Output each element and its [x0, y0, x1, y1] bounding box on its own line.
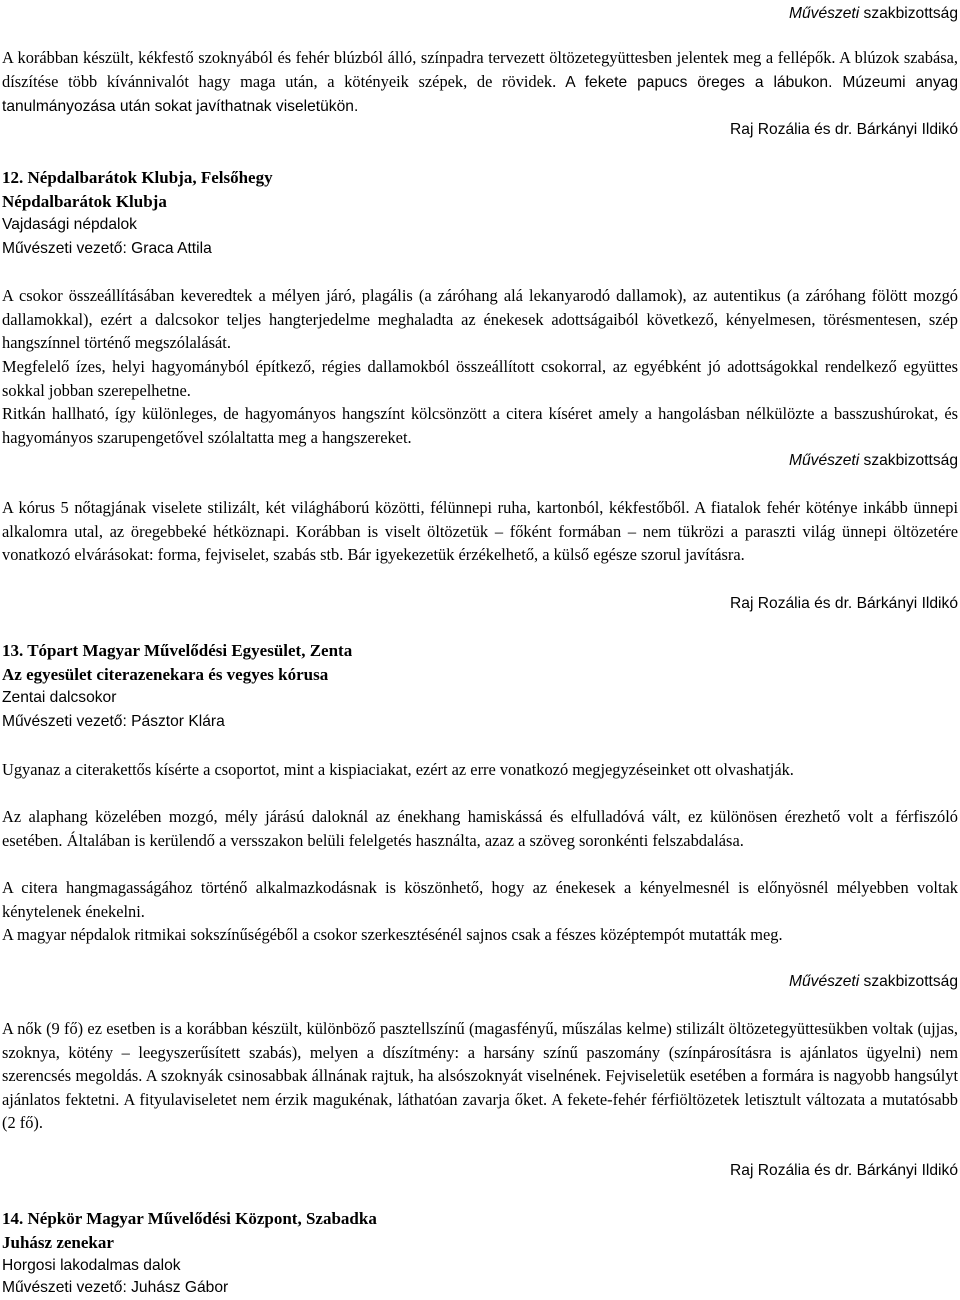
entry-13-group: Az egyesület citerazenekara és vegyes kórusa	[2, 665, 329, 684]
entry-14-title: 14. Népkör Magyar Művelődési Központ, Szabadka	[2, 1209, 377, 1228]
entry-12-music-1: A csokor összeállításában keveredtek a mélyen járó, plagális (a záróhang alá lekanyarodó dallamok), az autentikus (a záróhang fölött mozgó dallamokkal), ezért a dalcsokor teljes hangterjedelme meghaladta az énekesek adottságaiból következő, kényelmesen, törésmentesen, szép hangszínnel történő megszólalását.	[2, 286, 958, 353]
entry-13-music-4: A magyar népdalok ritmikai sokszínűségéből a csokor szerkesztésénél sajnos csak a fészes középtempót mutatták meg.	[2, 925, 783, 944]
committee-header-rest: szakbizottság	[859, 5, 958, 22]
entry-13-music-1: Ugyanaz a citerakettős kísérte a csoportot, mint a kispiaciakat, ezért az erre vonatkozó megjegyzéseinket ott olvashatják.	[2, 760, 794, 779]
intro-signature: Raj Rozália és dr. Bárkányi Ildikó	[730, 121, 958, 138]
entry-13-program: Zentai dalcsokor	[2, 689, 117, 706]
entry-14-director: Művészeti vezető: Juhász Gábor	[2, 1279, 229, 1296]
committee-header-italic: Művészeti	[788, 5, 860, 22]
entry-14-group: Juhász zenekar	[2, 1233, 114, 1252]
entry-12-signature: Raj Rozália és dr. Bárkányi Ildikó	[730, 595, 958, 612]
entry-13-director: Művészeti vezető: Pásztor Klára	[2, 713, 225, 730]
entry-13-committee	[789, 970, 958, 994]
entry-13-committee-italic: Művészeti	[788, 973, 860, 990]
committee-header	[789, 2, 958, 26]
entry-13-signature: Raj Rozália és dr. Bárkányi Ildikó	[730, 1162, 958, 1179]
entry-13-title: 13. Tópart Magyar Művelődési Egyesület, Zenta	[2, 641, 353, 660]
entry-13-music-3: A citera hangmagasságához történő alkalmazkodásnak is köszönhető, hogy az énekesek a kényelmesnél is előnyösnél mélyebben voltak kénytelenek énekelni.	[2, 878, 958, 921]
entry-12-group: Népdalbarátok Klubja	[2, 192, 167, 211]
intro-text-sans: A fekete papucs öreges a lábukon. Múzeumi anyag tanulmányozása után sokat javíthatnak viseletükön.	[2, 73, 958, 116]
entry-13-costume: A nők (9 fő) ez esetben is a korábban készült, különböző pasztellszínű (magasfényű, műszálas kelme) stilizált öltözetegyüttesükben voltak (ujjas, szoknya, kötény – leegyszerűsített szabás), melyen a díszítmény: a harsány színű paszomány (színpárosításra is ajánlatos ügyelni) nem szerencsés megoldás. A szoknyák csinosabbak állnának rajtuk, ha alsószoknyát viselnének. Fejviseletük esetében a formára is nagyobb hangsúlyt ajánlatos fektetni. A fityulaviseletet nem érzik magukénak, láthatóan zavarja őket. A fekete-fehér férfiöltözetek letisztult változata a mutatósabb (2 fő).	[2, 1019, 958, 1133]
entry-12-music-2: Megfelelő ízes, helyi hagyományból építkező, régies dallamokból összeállított csokorral, az egyébként jó adottságokkal rendelkező együttes sokkal jobban szerepelhetne.	[2, 357, 958, 400]
entry-12-committee-rest: szakbizottság	[859, 452, 958, 469]
intro-text-serif: A korábban készült, kékfestő szoknyából és fehér blúzból álló, színpadra tervezett öltözetegyüttesben jelentek meg a fellépők. A blúzok szabása, díszítése több kívánnivalót hagy maga után, a kötényeik szépek, de rövidek.	[2, 48, 958, 91]
entry-12-program: Vajdasági népdalok	[2, 216, 137, 233]
entry-12-title: 12. Népdalbarátok Klubja, Felsőhegy	[2, 168, 273, 187]
entry-12-costume: A kórus 5 nőtagjának viselete stilizált, két világháború közötti, félünnepi ruha, kartonból, kékfestőből. A fiatalok fehér kötényе inkább ünnepi alkalomra utal, az öregebbeké hétköznapi. Korábban is viselt öltözetük – főként formában – nem tükrözi a paraszti világ ünnepi öltözetére vonatkozó elvárásokat: forma, fejviselet, szabás stb. Bár igyekezetük érzékelhető, a külső egésze szorul javításra.	[2, 498, 958, 565]
entry-14-program: Horgosi lakodalmas dalok	[2, 1257, 181, 1274]
entry-12-committee-italic: Művészeti	[788, 452, 860, 469]
entry-12-music-3: Ritkán hallható, így különleges, de hagyományos hangszínt kölcsönzött a citera kíséret amely a hangolásban nélkülözte a basszushúrokat, és hagyományos szarupengetővel szólaltatta meg a hangszereket.	[2, 404, 958, 447]
entry-13-music-2: Az alaphang közelében mozgó, mély járású daloknál az énekhang hamiskássá és elfulladóvá vált, ez különösen érezhető volt a férfiszóló esetében. Általában is kerülendő a versszakon belüli felelgetés használta, azaz a szöveg soronkénti felszabdalása.	[2, 807, 958, 850]
intro-paragraph	[2, 46, 958, 119]
entry-12-director: Művészeti vezető: Graca Attila	[2, 240, 212, 257]
entry-12-committee	[789, 449, 958, 473]
entry-13-committee-rest: szakbizottság	[859, 973, 958, 990]
